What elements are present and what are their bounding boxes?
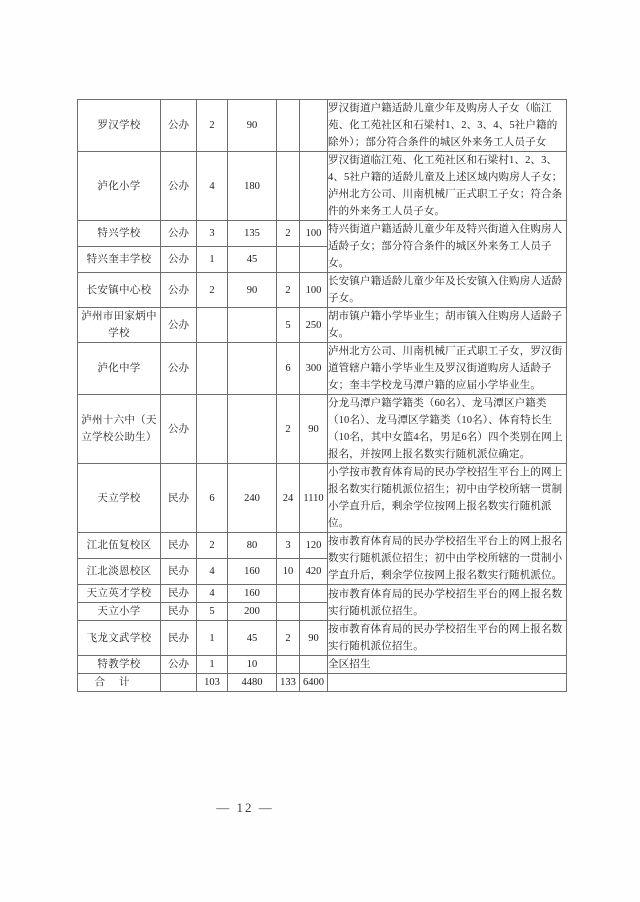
- school-name-cell: 泸州市田家炳中学校: [78, 308, 161, 343]
- school-type-cell: 民办: [161, 585, 197, 603]
- primary-students-cell: [228, 343, 277, 395]
- enrollment-scope-cell: 罗汉街道户籍适龄儿童少年及购房人子女（临江苑、化工苑社区和石梁村1、2、3、4、5社户籍的除外）；部分符合条件的城区外来务工人员子女: [328, 100, 567, 152]
- enrollment-scope-cell: 泸州北方公司、川南机械厂正式职工子女，罗汉街道管辖户籍小学毕业生及罗汉街道购房人适龄子女；奎丰学校龙马潭户籍的应届小学毕业生。: [328, 343, 567, 395]
- middle-students-cell: [300, 100, 328, 152]
- primary-classes-cell: 5: [197, 603, 228, 621]
- enrollment-scope-cell: 按市教育体育局的民办学校招生平台的网上报名数实行随机派位招生。: [328, 585, 567, 621]
- primary-students-cell: 10: [228, 656, 277, 674]
- school-type-cell: 公办: [161, 308, 197, 343]
- middle-students-cell: 120: [300, 533, 328, 559]
- table-row: [78, 585, 567, 603]
- school-type-cell: 民办: [161, 621, 197, 656]
- primary-classes-cell: [197, 395, 228, 464]
- middle-students-cell: [300, 247, 328, 273]
- primary-students-cell: 160: [228, 585, 277, 603]
- middle-classes-cell: [277, 152, 300, 221]
- middle-classes-cell: 2: [277, 273, 300, 308]
- middle-classes-cell: [277, 603, 300, 621]
- school-type-cell: 公办: [161, 247, 197, 273]
- school-name-cell: 飞龙文武学校: [78, 621, 161, 656]
- total-type-cell: [161, 674, 197, 692]
- enrollment-scope-cell: 特兴街道户籍适龄儿童少年及特兴街道入住购房人适龄子女；部分符合条件的城区外来务工人员子女。: [328, 221, 567, 273]
- primary-classes-cell: 4: [197, 585, 228, 603]
- table-row: [78, 395, 567, 464]
- school-name-cell: 泸化小学: [78, 152, 161, 221]
- enrollment-scope-cell: 罗汉街道临江苑、化工苑社区和石梁村1、2、3、4、5社户籍的适龄儿童及上述区域内购房人子女；泸州北方公司、川南机械厂正式职工子女；符合条件的外来务工人员子女。: [328, 152, 567, 221]
- middle-students-cell: 90: [300, 395, 328, 464]
- total-label-cell: 合计: [78, 674, 161, 692]
- school-name-cell: 特教学校: [78, 656, 161, 674]
- middle-classes-cell: 10: [277, 559, 300, 585]
- total-primary-classes-cell: 103: [197, 674, 228, 692]
- enrollment-scope-cell: 分龙马潭户籍学籍类（60名）、龙马潭区户籍类（10名）、龙马潭区学籍类（10名）、体育特长生（10名，其中女篮4名，男足6名）四个类别在网上报名，并按网上报名数实行随机派位确定。: [328, 395, 567, 464]
- primary-students-cell: 80: [228, 533, 277, 559]
- school-name-cell: 天立学校: [78, 464, 161, 533]
- primary-classes-cell: 1: [197, 621, 228, 656]
- school-name-cell: 特兴学校: [78, 221, 161, 247]
- middle-classes-cell: 2: [277, 621, 300, 656]
- middle-students-cell: 100: [300, 273, 328, 308]
- school-name-cell: 特兴奎丰学校: [78, 247, 161, 273]
- enrollment-table-wrapper: [77, 99, 566, 692]
- primary-classes-cell: 4: [197, 559, 228, 585]
- enrollment-scope-cell: 胡市镇户籍小学毕业生；胡市镇入住购房人适龄子女。: [328, 308, 567, 343]
- middle-classes-cell: 24: [277, 464, 300, 533]
- primary-students-cell: 90: [228, 273, 277, 308]
- primary-students-cell: 135: [228, 221, 277, 247]
- primary-classes-cell: 1: [197, 656, 228, 674]
- middle-students-cell: 100: [300, 221, 328, 247]
- primary-classes-cell: [197, 308, 228, 343]
- primary-students-cell: [228, 395, 277, 464]
- middle-classes-cell: [277, 656, 300, 674]
- middle-classes-cell: 2: [277, 221, 300, 247]
- enrollment-table: [77, 99, 567, 692]
- primary-classes-cell: 6: [197, 464, 228, 533]
- table-row: [78, 656, 567, 674]
- total-middle-students-cell: 6400: [300, 674, 328, 692]
- table-row: [78, 273, 567, 308]
- school-name-cell: 罗汉学校: [78, 100, 161, 152]
- table-body: [78, 100, 567, 692]
- total-middle-classes-cell: 133: [277, 674, 300, 692]
- middle-students-cell: [300, 603, 328, 621]
- primary-students-cell: 200: [228, 603, 277, 621]
- primary-classes-cell: [197, 343, 228, 395]
- middle-students-cell: [300, 585, 328, 603]
- middle-classes-cell: [277, 585, 300, 603]
- middle-classes-cell: 2: [277, 395, 300, 464]
- table-row: [78, 308, 567, 343]
- school-type-cell: 民办: [161, 559, 197, 585]
- enrollment-scope-cell: 按市教育体育局的民办学校招生平台上的网上报名数实行随机派位招生；初中由学校所辖的一贯制小学直升后，剩余学位按网上报名数实行随机派位。: [328, 533, 567, 585]
- table-row: [78, 533, 567, 559]
- middle-classes-cell: [277, 247, 300, 273]
- primary-classes-cell: 3: [197, 221, 228, 247]
- primary-students-cell: 240: [228, 464, 277, 533]
- school-type-cell: 公办: [161, 395, 197, 464]
- school-type-cell: 民办: [161, 464, 197, 533]
- middle-students-cell: 300: [300, 343, 328, 395]
- enrollment-scope-cell: 按市教育体育局的民办学校招生平台的网上报名数实行随机派位招生。: [328, 621, 567, 656]
- enrollment-scope-cell: 全区招生: [328, 656, 567, 674]
- table-row: [78, 343, 567, 395]
- table-row: [78, 152, 567, 221]
- total-scope-cell: [328, 674, 567, 692]
- primary-classes-cell: 2: [197, 100, 228, 152]
- table-row: [78, 464, 567, 533]
- school-name-cell: 泸化中学: [78, 343, 161, 395]
- school-type-cell: 公办: [161, 152, 197, 221]
- middle-classes-cell: 5: [277, 308, 300, 343]
- total-primary-students-cell: 4480: [228, 674, 277, 692]
- page-footer: [0, 800, 640, 816]
- school-type-cell: 公办: [161, 273, 197, 308]
- school-name-cell: 江北淡恩校区: [78, 559, 161, 585]
- school-name-cell: 天立小学: [78, 603, 161, 621]
- primary-students-cell: 180: [228, 152, 277, 221]
- primary-students-cell: [228, 308, 277, 343]
- table-row: [78, 621, 567, 656]
- school-name-cell: 长安镇中心校: [78, 273, 161, 308]
- school-name-cell: 天立英才学校: [78, 585, 161, 603]
- page-number: — 12 —: [216, 800, 274, 815]
- enrollment-scope-cell: 长安镇户籍适龄儿童少年及长安镇入住购房人适龄子女。: [328, 273, 567, 308]
- enrollment-scope-cell: 小学按市教育体育局的民办学校招生平台上的网上报名数实行随机派位招生；初中由学校所辖一贯制小学直升后，剩余学位按网上报名数实行随机派位。: [328, 464, 567, 533]
- school-type-cell: 公办: [161, 343, 197, 395]
- middle-classes-cell: 3: [277, 533, 300, 559]
- school-name-cell: 江北伍复校区: [78, 533, 161, 559]
- middle-students-cell: 250: [300, 308, 328, 343]
- middle-classes-cell: 6: [277, 343, 300, 395]
- school-type-cell: 公办: [161, 221, 197, 247]
- primary-students-cell: 160: [228, 559, 277, 585]
- primary-classes-cell: 2: [197, 273, 228, 308]
- primary-classes-cell: 4: [197, 152, 228, 221]
- middle-students-cell: 90: [300, 621, 328, 656]
- primary-students-cell: 45: [228, 247, 277, 273]
- primary-classes-cell: 1: [197, 247, 228, 273]
- school-type-cell: 民办: [161, 603, 197, 621]
- school-type-cell: 公办: [161, 656, 197, 674]
- primary-students-cell: 90: [228, 100, 277, 152]
- middle-students-cell: 1110: [300, 464, 328, 533]
- primary-classes-cell: 2: [197, 533, 228, 559]
- table-row: [78, 221, 567, 247]
- school-type-cell: 公办: [161, 100, 197, 152]
- primary-students-cell: 45: [228, 621, 277, 656]
- school-type-cell: 民办: [161, 533, 197, 559]
- school-name-cell: 泸州十六中（天立学校公助生）: [78, 395, 161, 464]
- table-row: [78, 100, 567, 152]
- table-total-row: [78, 674, 567, 692]
- middle-students-cell: [300, 152, 328, 221]
- middle-classes-cell: [277, 100, 300, 152]
- middle-students-cell: 420: [300, 559, 328, 585]
- middle-students-cell: [300, 656, 328, 674]
